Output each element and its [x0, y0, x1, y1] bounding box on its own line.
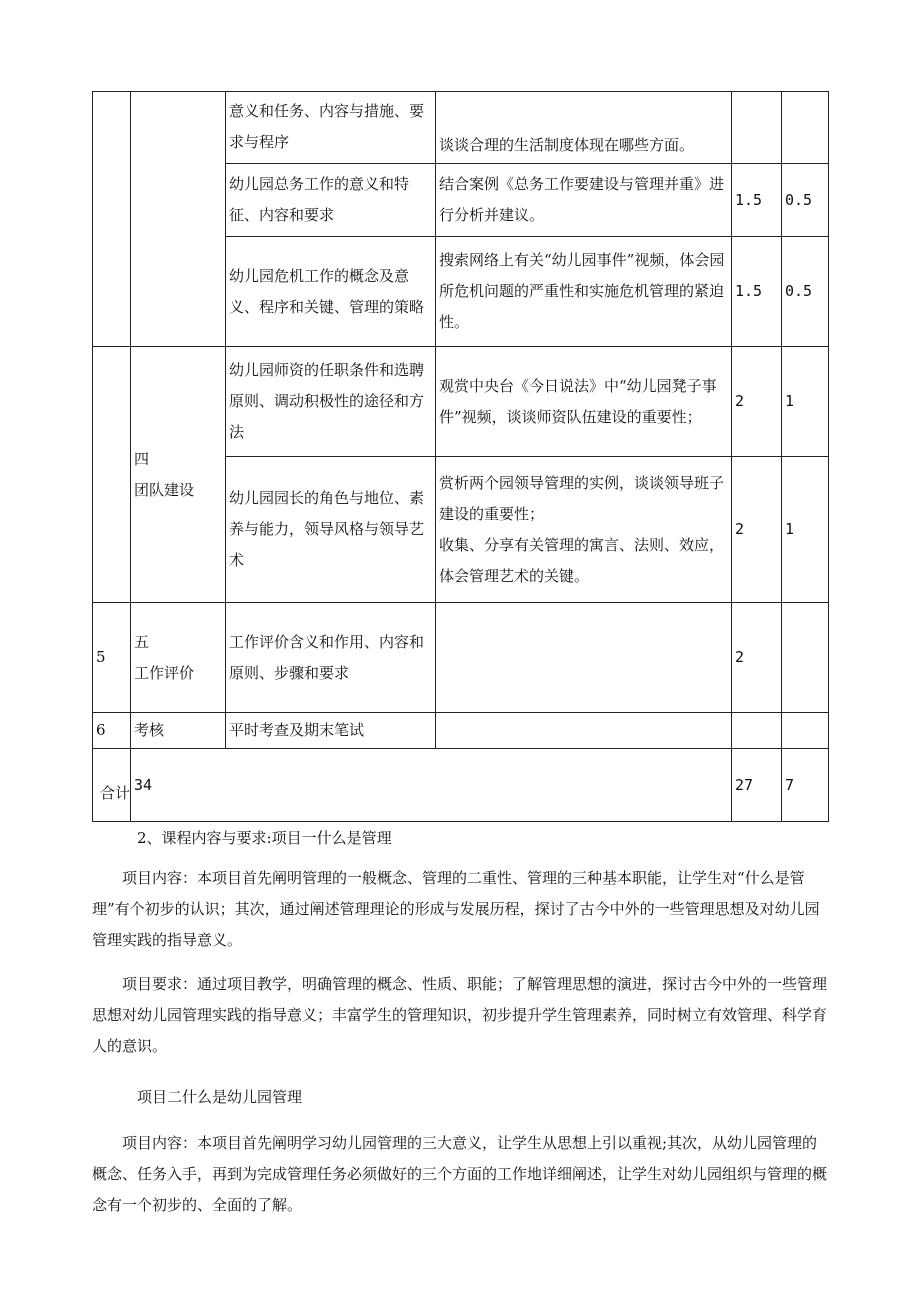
cell-hours-theory — [732, 92, 782, 164]
cell-total-label: 合计 — [93, 749, 131, 822]
cell-module — [131, 347, 226, 603]
cell-hours-practice — [782, 713, 829, 749]
cell-content: 幼儿园园长的角色与地位、素养与能力，领导风格与领导艺术 — [226, 457, 436, 603]
cell-no: 5 — [93, 603, 131, 713]
module-name: 团队建设 — [134, 480, 195, 499]
module-name: 工作评价 — [134, 663, 195, 682]
paragraph-text: 项目要求：通过项目教学，明确管理的概念、性质、职能；了解管理思想的演进，探讨古今中外的一些管理思想对幼儿园管理实践的指导意义；丰富学生的管理知识，初步提升学生管理素养，同时树立有效管理、科学育人的意识。 — [92, 975, 828, 1055]
cell-hours-practice: 1 — [782, 457, 829, 603]
cell-hours-practice: 0.5 — [782, 164, 829, 237]
cell-content: 平时考查及期末笔试 — [226, 713, 436, 749]
cell-total-hours: 34 — [131, 749, 732, 822]
cell-task — [436, 713, 732, 749]
cell-hours-practice — [782, 92, 829, 164]
cell-hours-theory — [732, 713, 782, 749]
project1-requirement-paragraph — [92, 969, 828, 1062]
section-title: 2、课程内容与要求:项目一什么是管理 — [137, 829, 392, 847]
project2-title: 项目二什么是幼儿园管理 — [137, 1088, 303, 1106]
cell-hours-theory: 1.5 — [732, 164, 782, 237]
cell-hours-practice: 1 — [782, 347, 829, 457]
cell-hours-theory: 2 — [732, 457, 782, 603]
course-schedule-table — [92, 91, 829, 822]
cell-hours-theory: 27 — [732, 749, 782, 822]
table-row — [93, 92, 829, 164]
cell-no: 6 — [93, 713, 131, 749]
module-number: 四 — [134, 449, 150, 468]
cell-module — [131, 92, 226, 347]
cell-hours-theory: 2 — [732, 347, 782, 457]
module-number: 五 — [134, 632, 150, 651]
cell-content: 意义和任务、内容与措施、要求与程序 — [226, 92, 436, 164]
cell-task — [436, 603, 732, 713]
cell-task: 观赏中央台《今日说法》中“幼儿园凳子事件”视频，谈谈师资队伍建设的重要性； — [436, 347, 732, 457]
cell-module — [131, 603, 226, 713]
table-row — [93, 347, 829, 457]
task-line: 赏析两个园领导管理的实例，谈谈领导班子建设的重要性； — [439, 473, 725, 523]
project1-content-paragraph — [92, 863, 828, 956]
cell-task: 结合案例《总务工作要建设与管理并重》进行分析并建议。 — [436, 164, 732, 237]
cell-hours-theory: 1.5 — [732, 237, 782, 347]
paragraph-text: 项目内容：本项目首先阐明学习幼儿园管理的三大意义，让学生从思想上引以重视;其次，从幼儿园管理的概念、任务入手，再到为完成管理任务必须做好的三个方面的工作地详细阐述，让学生对幼儿园组织与管理的概念有一个初步的、全面的了解。 — [92, 1134, 828, 1214]
cell-content: 幼儿园总务工作的意义和特征、内容和要求 — [226, 164, 436, 237]
cell-no — [93, 92, 131, 347]
table-row — [93, 603, 829, 713]
cell-hours-practice: 0.5 — [782, 237, 829, 347]
cell-content: 工作评价含义和作用、内容和原则、步骤和要求 — [226, 603, 436, 713]
project2-content-paragraph — [92, 1128, 828, 1221]
cell-hours-theory: 2 — [732, 603, 782, 713]
paragraph-text: 项目内容：本项目首先阐明管理的一般概念、管理的二重性、管理的三种基本职能，让学生对“什么是管理”有个初步的认识；其次，通过阐述管理理论的形成与发展历程，探讨了古今中外的一些管理思想及对幼儿园管理实践的指导意义。 — [92, 869, 820, 949]
cell-module: 考核 — [131, 713, 226, 749]
table-row-total — [93, 749, 829, 822]
cell-content: 幼儿园危机工作的概念及意义、程序和关键、管理的策略 — [226, 237, 436, 347]
cell-task: 谈谈合理的生活制度体现在哪些方面。 — [436, 92, 732, 164]
cell-content: 幼儿园师资的任职条件和选聘原则、调动积极性的途径和方法 — [226, 347, 436, 457]
cell-task: 搜索网络上有关“幼儿园事件”视频，体会园所危机问题的严重性和实施危机管理的紧迫性。 — [436, 237, 732, 347]
table-row — [93, 713, 829, 749]
cell-hours-practice: 7 — [782, 749, 829, 822]
task-line: 收集、分享有关管理的寓言、法则、效应，体会管理艺术的关键。 — [439, 535, 725, 585]
cell-no — [93, 347, 131, 603]
cell-task — [436, 457, 732, 603]
cell-hours-practice — [782, 603, 829, 713]
